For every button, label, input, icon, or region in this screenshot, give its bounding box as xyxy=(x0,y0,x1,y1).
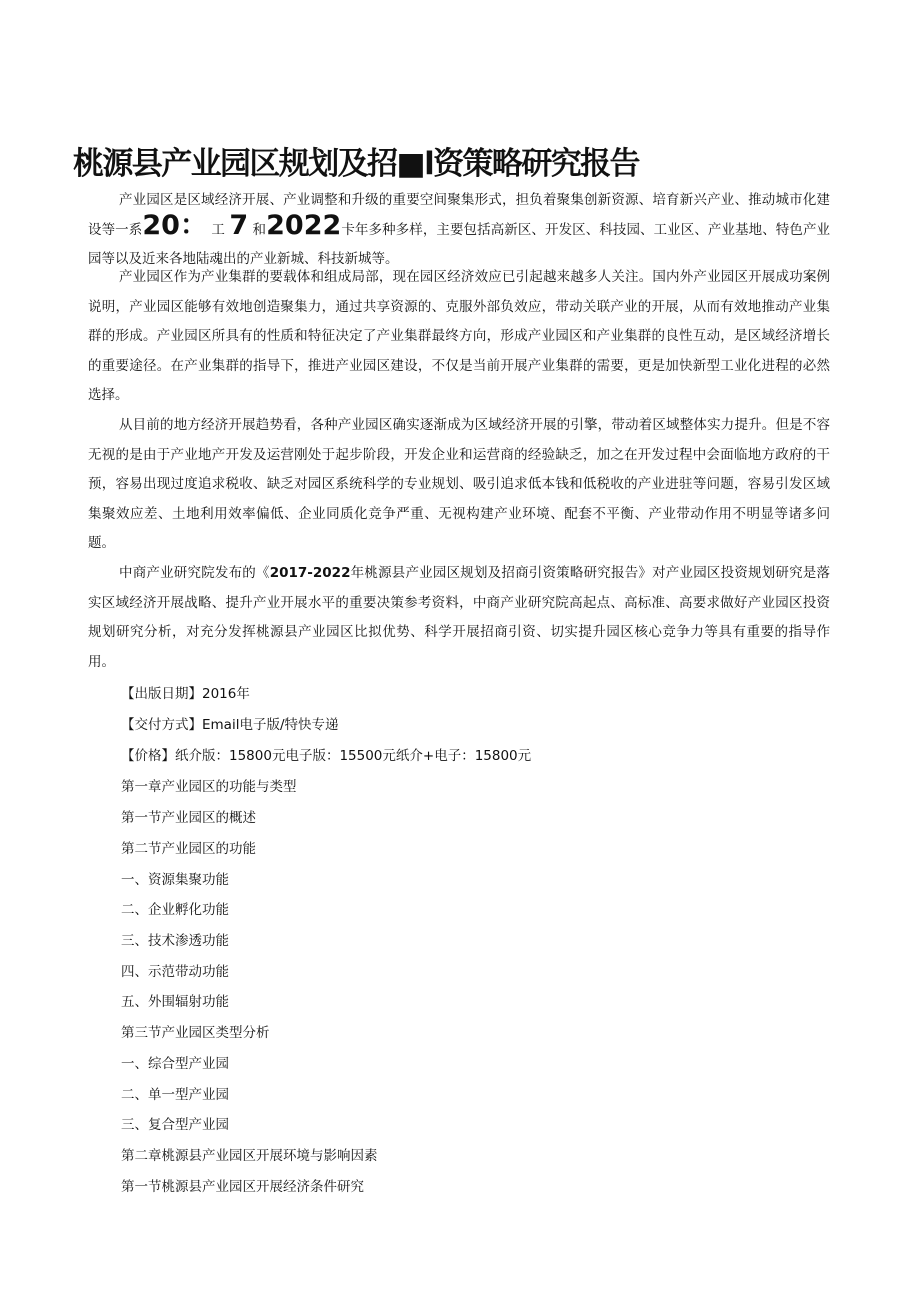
intro-paragraph-4 xyxy=(88,559,830,677)
toc-chapter-1: 第一章产业园区的功能与类型 xyxy=(121,779,297,795)
delivery-method-label: 【交付方式】 xyxy=(121,717,202,733)
intro-p1-text-a: 产业园区是区域经济开展、产业调整和升级的重要空间聚集形式，担负着聚集创新资源、培育新兴产业、推动城市化建设等一系 xyxy=(88,192,830,238)
toc-item: 五、外围辐射功能 xyxy=(121,994,229,1010)
intro-p1-mid-1: 工 xyxy=(211,221,225,238)
toc-item: 二、单一型产业园 xyxy=(121,1087,229,1103)
price-label: 【价格】 xyxy=(121,748,175,764)
intro-p1-big-3: 2022 xyxy=(266,209,342,241)
toc-section: 第一节产业园区的概述 xyxy=(121,810,256,826)
toc-section: 第一节桃源县产业园区开展经济条件研究 xyxy=(121,1179,364,1195)
toc-item: 一、资源集聚功能 xyxy=(121,872,229,888)
delivery-method-value: Email电子版/特快专递 xyxy=(202,717,339,733)
toc-item: 三、复合型产业园 xyxy=(121,1117,229,1133)
toc-item: 四、示范带动功能 xyxy=(121,964,229,980)
price-value: 纸介版：15800元电子版：15500元纸介+电子：15800元 xyxy=(175,748,532,764)
intro-p4-text-b: 年桃源县产业园区规划及招商引资策略研究报告》对产业园区投资规划研究是落实区域经济开展战略、提升产业开展水平的重要决策参考资料，中商产业研究院高起点、高标准、高要求做好产业园区投资规划研究分析，对充分发挥桃源县产业园区比拟优势、科学开展招商引资、切实提升园区核心竞争力等具有重要的指导作用。 xyxy=(88,565,831,670)
toc-section: 第三节产业园区类型分析 xyxy=(121,1025,270,1041)
intro-p1-big-1: 20： xyxy=(142,209,208,241)
publish-date-value: 2016年 xyxy=(202,686,250,702)
toc-section: 第二节产业园区的功能 xyxy=(121,841,256,857)
publish-date xyxy=(121,684,250,704)
intro-p1-big-2: 7 xyxy=(229,209,249,241)
intro-paragraph-3: 从目前的地方经济开展趋势看，各种产业园区确实逐渐成为区域经济开展的引擎，带动着区域整体实力提升。但是不容无视的是由于产业地产开发及运营刚处于起步阶段，开发企业和运营商的经验缺乏，加之在开发过程中会面临地方政府的干预，容易出现过度追求税收、缺乏对园区系统科学的专业规划、吸引追求低本钱和低税收的产业进驻等问题，容易引发区域集聚效应差、土地利用效率偏低、企业同质化竞争严重、无视构建产业环境、配套不平衡、产业带动作用不明显等诸多问题。 xyxy=(88,417,830,551)
intro-p1-text-b: 卡年多种多样，主要包括高新区、开发区、科技园、工业区、产业基地、特色产业园等以及近来各地陆魂出的产业新城、科技新城等。 xyxy=(88,221,831,267)
intro-p1-mid-2: 和 xyxy=(252,221,267,238)
intro-paragraph-2: 产业园区作为产业集群的要载体和组成局部，现在园区经济效应已引起越来越多人关注。国内外产业园区开展成功案例说明，产业园区能够有效地创造聚集力，通过共享资源的、克服外部负效应，带动关联产业的开展，从而有效地推动产业集群的形成。产业园区所具有的性质和特征决定了产业集群最终方向，形成产业园区和产业集群的良性互动，是区域经济增长的重要途径。在产业集群的指导下，推进产业园区建设，不仅是当前开展产业集群的需要，更是加快新型工业化进程的必然选择。 xyxy=(88,269,830,403)
intro-p4-text-a: 中商产业研究院发布的《 xyxy=(119,565,270,581)
toc-chapter-2: 第二章桃源县产业园区开展环境与影响因素 xyxy=(121,1148,378,1164)
toc-item: 三、技术渗透功能 xyxy=(121,933,229,949)
delivery-method xyxy=(121,715,339,735)
publish-date-label: 【出版日期】 xyxy=(121,686,202,702)
intro-paragraph-1 xyxy=(88,186,830,275)
price xyxy=(121,746,531,766)
toc-item: 二、企业孵化功能 xyxy=(121,902,229,918)
intro-p4-bold: 2017-2022 xyxy=(269,565,351,581)
document-title: 桃源县产业园区规划及招■l资策略研究报告 xyxy=(73,146,639,182)
toc-item: 一、综合型产业园 xyxy=(121,1056,229,1072)
